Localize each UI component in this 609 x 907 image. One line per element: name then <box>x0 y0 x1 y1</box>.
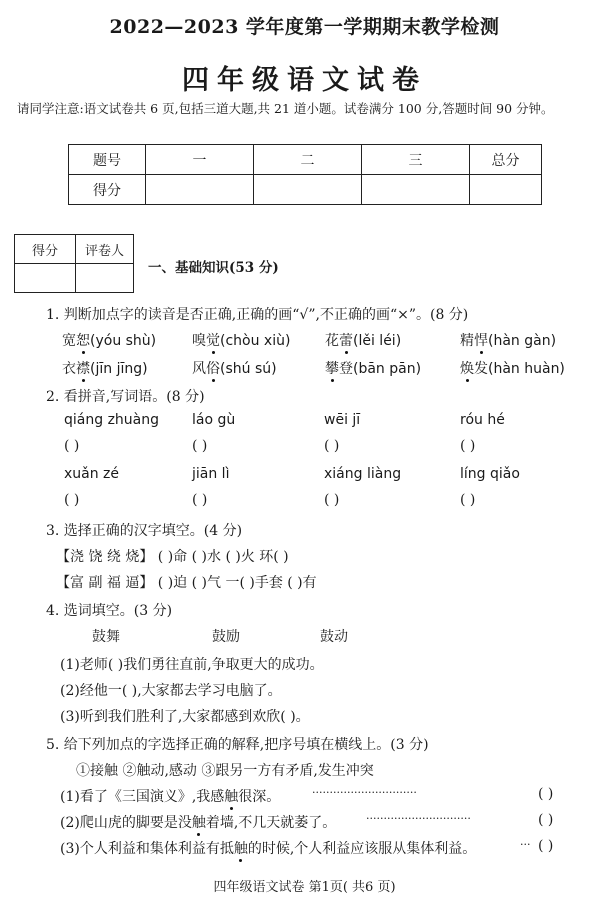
score-header-cell: 一 <box>146 145 254 175</box>
grader-score-cell[interactable] <box>15 264 76 293</box>
score-cell[interactable] <box>254 175 362 205</box>
dotted-char: 蕾 <box>339 333 353 349</box>
page-title: 四年级语文试卷 <box>182 65 427 96</box>
q5-sentence-3: (3)个人利益和集体利益有抵触的时候,个人利益应该服从集体利益。 <box>60 841 477 857</box>
score-header-cell: 三 <box>362 145 470 175</box>
q4-sentence-1: (1)老师( )我们勇往直前,争取更大的成功。 <box>60 657 324 673</box>
score-cell[interactable] <box>146 175 254 205</box>
exam-header: 2022—2023 学年度第一学期期末教学检测 <box>109 16 500 38</box>
q1-item: 嗅觉(chòu xiù) <box>192 333 291 349</box>
dotted-char: 触 <box>191 815 206 831</box>
q4-sentence-3: (3)听到我们胜利了,大家都感到欢欣( )。 <box>60 709 310 725</box>
grader-name-label: 评卷人 <box>76 235 134 264</box>
dotted-char: 恕 <box>76 333 90 349</box>
score-table-score-row <box>69 175 542 205</box>
answer-blank[interactable]: ( ) <box>64 492 80 508</box>
score-header-cell: 二 <box>254 145 362 175</box>
score-table <box>68 144 542 205</box>
q5-sentence-2: (2)爬山虎的脚要是没触着墙,不几天就萎了。 <box>60 815 337 831</box>
q1-item: 精悍(hàn gàn) <box>460 333 557 349</box>
question-5-stem: 5. 给下列加点的字选择正确的解释,把序号填在横线上。(3 分) <box>46 737 429 753</box>
pinyin: líng qiǎo <box>460 466 520 482</box>
leader-dots: ······························ <box>366 812 471 825</box>
dotted-char: 攀 <box>325 361 339 377</box>
answer-blank[interactable]: ( ) <box>460 492 476 508</box>
q1-item: 焕发(hàn huàn) <box>460 361 565 377</box>
q1-item: 花蕾(lěi léi) <box>325 333 402 349</box>
dotted-char: 悍 <box>474 333 488 349</box>
pinyin: qiáng zhuàng <box>64 412 159 428</box>
dotted-char: 焕 <box>460 361 474 377</box>
answer-blank[interactable]: ( ) <box>460 438 476 454</box>
dotted-char: 触 <box>233 841 248 857</box>
q1-item: 衣襟(jīn jīng) <box>62 361 148 377</box>
q1-item: 宽恕(yóu shù) <box>62 333 157 349</box>
leader-dots: ······························ <box>312 786 417 799</box>
dotted-char: 触 <box>224 789 239 805</box>
answer-blank[interactable]: ( ) <box>538 812 554 828</box>
q5-options: ①接触 ②触动,感动 ③跟另一方有矛盾,发生冲突 <box>76 763 374 779</box>
q5-sentence-1: (1)看了《三国演义》,我感触很深。 <box>60 789 281 805</box>
answer-blank[interactable]: ( ) <box>192 438 208 454</box>
pinyin: róu hé <box>460 412 505 428</box>
score-cell[interactable] <box>362 175 470 205</box>
score-header-cell: 总分 <box>470 145 542 175</box>
page-footer: 四年级语文试卷 第1页( 共6 页) <box>213 880 396 895</box>
score-cell[interactable] <box>470 175 542 205</box>
pinyin: xiáng liàng <box>324 466 402 482</box>
pinyin: jiān lì <box>192 466 230 482</box>
dotted-char: 觉 <box>206 333 220 349</box>
grader-name-cell[interactable] <box>76 264 134 293</box>
score-row-label: 得分 <box>69 175 146 205</box>
q3-line-1: 【浇 饶 绕 烧】 ( )命 ( )水 ( )火 环( ) <box>56 549 289 565</box>
q1-item: 攀登(bān pān) <box>325 361 422 377</box>
pinyin: wēi jī <box>324 412 361 428</box>
q3-line-2: 【富 副 福 逼】 ( )迫 ( )气 一( )手套 ( )有 <box>56 575 317 591</box>
question-4-stem: 4. 选词填空。(3 分) <box>46 603 173 619</box>
answer-blank[interactable]: ( ) <box>538 838 554 854</box>
grader-score-label: 得分 <box>15 235 76 264</box>
question-3-stem: 3. 选择正确的汉字填空。(4 分) <box>46 523 243 539</box>
answer-blank[interactable]: ( ) <box>538 786 554 802</box>
answer-blank[interactable]: ( ) <box>192 492 208 508</box>
grader-table <box>14 234 134 293</box>
word-option: 鼓动 <box>320 629 348 645</box>
word-option: 鼓舞 <box>92 629 120 645</box>
q1-item: 风俗(shú sú) <box>192 361 277 377</box>
dotted-char: 俗 <box>206 361 220 377</box>
leader-dots: ··· <box>520 838 531 851</box>
pinyin: xuǎn zé <box>64 466 120 482</box>
section-title: 一、基础知识(53 分) <box>148 260 279 276</box>
score-header-cell: 题号 <box>69 145 146 175</box>
dotted-char: 襟 <box>76 361 90 377</box>
pinyin: láo gù <box>192 412 236 428</box>
word-option: 鼓励 <box>212 629 240 645</box>
question-2-stem: 2. 看拼音,写词语。(8 分) <box>46 389 205 405</box>
answer-blank[interactable]: ( ) <box>324 492 340 508</box>
answer-blank[interactable]: ( ) <box>64 438 80 454</box>
score-table-header-row <box>69 145 542 175</box>
exam-notice: 请同学注意:语文试卷共 6 页,包括三道大题,共 21 道小题。试卷满分 100 分,答题时间 90 分钟。 <box>17 101 554 116</box>
q4-sentence-2: (2)经他一( ),大家都去学习电脑了。 <box>60 683 282 699</box>
question-1-stem: 1. 判断加点字的读音是否正确,正确的画“√”,不正确的画“×”。(8 分) <box>46 307 469 323</box>
answer-blank[interactable]: ( ) <box>324 438 340 454</box>
